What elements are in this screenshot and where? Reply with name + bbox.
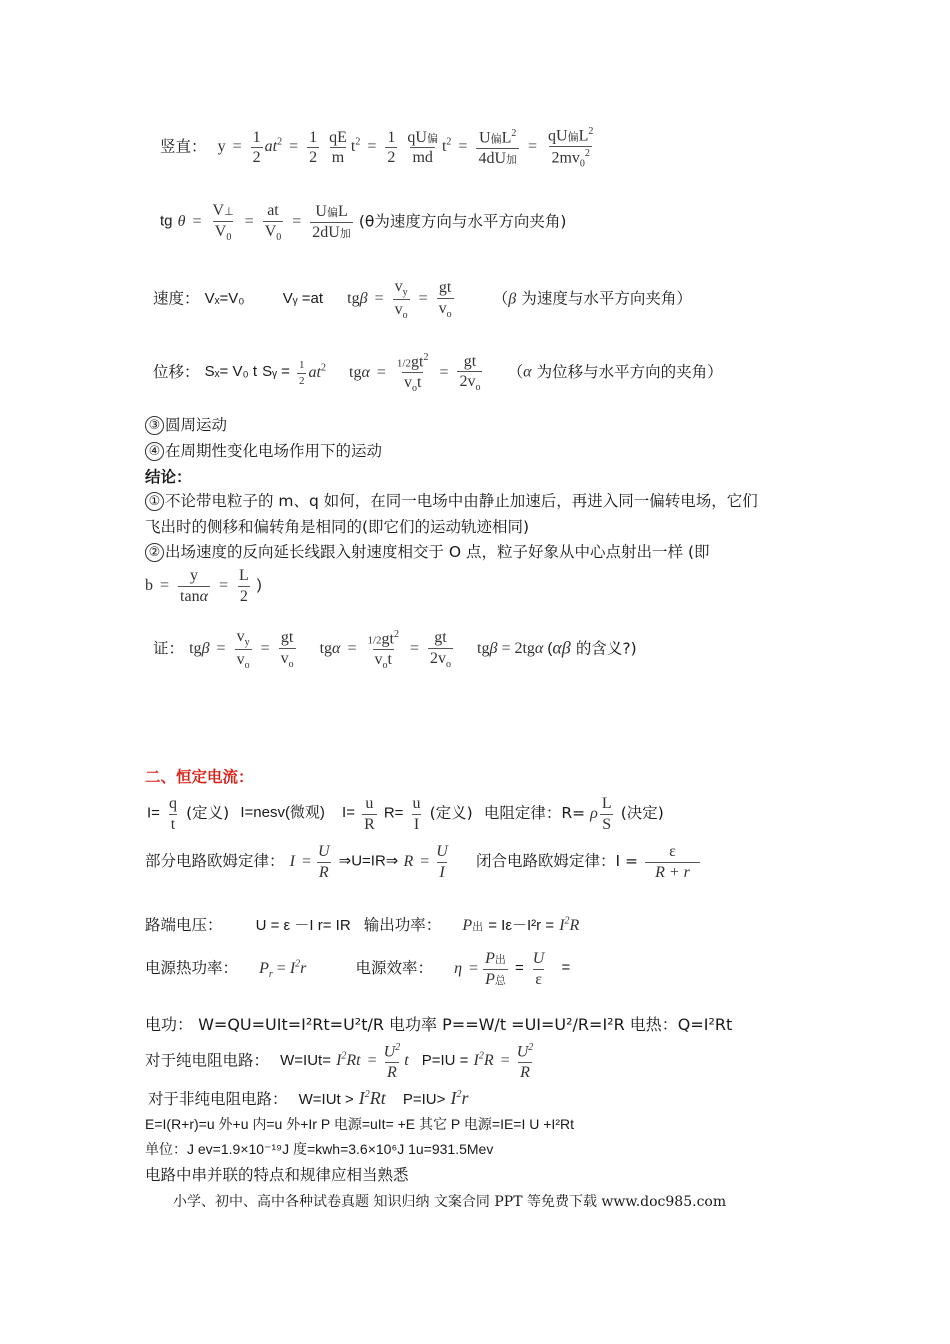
vertical-formula-row: [160, 126, 597, 169]
vertical-label: 竖直：: [160, 137, 207, 156]
micro-def: I=nesv(微观): [240, 804, 325, 822]
conclusion-1-line1: [145, 492, 758, 511]
conclusion-2-line1: [145, 543, 710, 562]
output-power-label: 输出功率：: [363, 916, 442, 934]
item-circular-text: 圆周运动: [165, 416, 228, 434]
nonpure-w: W=IUt >: [298, 1091, 354, 1108]
def-note: (定义): [186, 803, 230, 822]
tg-theta-row: [160, 202, 566, 243]
displacement-tg-alpha: tgα = $\frac{1/2gt^2}{v_ot}$ = $\frac{gt}{2v_o}$: [349, 352, 481, 395]
terminal-label: 路端电压：: [145, 916, 223, 934]
output-power-eq: = Iε－I²r =: [488, 917, 555, 934]
ohm-label: 部分电路欧姆定律：: [145, 851, 285, 870]
i-eq: I=: [342, 804, 355, 822]
displacement-row: 位移： Sₓ= V₀ t Sᵧ = $\frac{1}{2}$ $at^2$ tgα = $\frac{1/2gt^2}{v_ot}$ = $\frac{gt}{2v_o}$ （α 为位移与水平方向的夹角）: [153, 352, 723, 395]
series-parallel-note: 电路中串并联的特点和规律应相当熟悉: [145, 1166, 409, 1184]
proof-label: 证：: [153, 639, 185, 658]
num-2: ②: [145, 543, 164, 562]
current-definitions-row: I= $\frac{q}{t}$ (定义) I=nesv(微观) I= $\frac{u}{R}$ R= $\frac{u}{I}$ (定义) 电阻定律：R= ρ $\frac{L}{S}$ (决定): [147, 795, 664, 833]
item-periodic: [145, 442, 382, 461]
num-3: ③: [145, 416, 164, 435]
pure-p: P=IU =: [421, 1051, 469, 1069]
section-title: 二、恒定电流：: [145, 768, 254, 786]
velocity-note: 为速度与水平方向夹角）: [521, 289, 692, 308]
heat-row: 电源热功率： $P_r = I^2r$ 电源效率： η = $\frac{\text{P出}}{\text{P总}}$ = $\frac{U}{\varepsilon}$ =: [145, 950, 571, 988]
proof-row: 证： tgβ = $\frac{v_y}{v_o}$ = $\frac{gt}{v_o}$ tgα = $\frac{1/2gt^2}{v_ot}$ = $\frac{gt}{2v_o}$ tgβ = 2tgα (αβ 的含义?): [153, 628, 637, 672]
velocity-paren: （: [492, 289, 509, 308]
displacement-note: 为位移与水平方向的夹角）: [536, 362, 723, 381]
heat-label: 电源热功率：: [145, 958, 239, 977]
r-eq: R=: [383, 804, 404, 822]
efficiency-eq2: =: [561, 959, 571, 977]
tg-prefix: tg: [160, 212, 173, 230]
ohm-row: 部分电路欧姆定律： I = $\frac{U}{R}$ ⇒U=IR⇒ R = $\frac{U}{I}$ 闭合电路欧姆定律：I = $\frac{\varepsilon}{R + r}$: [145, 843, 702, 881]
proof-open-paren: (: [547, 639, 553, 657]
resistance-law: 电阻定律：R=: [483, 803, 586, 822]
ohm-u-ir: ⇒U=IR⇒: [338, 852, 399, 870]
velocity-vy: Vᵧ =at: [282, 289, 323, 307]
item-periodic-text: 在周期性变化电场作用下的运动: [165, 442, 383, 460]
conclusion-heading: 结论：: [145, 468, 192, 486]
terminal-eq: U = ε －I r= IR: [255, 917, 351, 934]
non-pure-resistance-row: 对于非纯电阻电路： $W=IUt > I^2Rt$ $P=IU> I^2r$: [148, 1088, 469, 1108]
num-1: ①: [145, 492, 164, 511]
proof-formulas: tgβ = $\frac{v_y}{v_o}$ = $\frac{gt}{v_o}$ tgα = $\frac{1/2gt^2}{v_ot}$ = $\frac{gt}{2v_o}$ tgβ = 2tgα: [189, 628, 544, 672]
velocity-vx: Vₓ=V₀: [204, 289, 245, 307]
displacement-sy-formula: $\frac{1}{2}$ $at^2$: [298, 359, 326, 387]
velocity-row: 速度： Vₓ=V₀ Vᵧ =at tgβ = $\frac{v_y}{v_o}$ = $\frac{gt}{v_o}$ （β 为速度与水平方向夹角）: [153, 278, 692, 322]
efficiency-eq1: =: [514, 959, 524, 977]
item-circular: [145, 416, 227, 435]
conclusion-1-text: 不论带电粒子的 m、q 如何，在同一电场中由静止加速后，再进入同一偏转电场，它们: [165, 492, 758, 510]
conclusion-2-formula: b = $\frac{y}{\tan\alpha}$ = $\frac{L}{2}$ ): [145, 567, 262, 605]
displacement-paren: （: [507, 362, 524, 381]
num-4: ④: [145, 442, 164, 461]
displacement-label: 位移：: [153, 362, 200, 381]
electric-work: 电功： W=QU=UIt=I²Rt=U²t/R 电功率 P==W/t =UI=U²/R=I²R 电热：Q=I²Rt: [145, 1015, 733, 1034]
proof-tail: 的含义?): [575, 639, 637, 658]
displacement-sy: Sᵧ =: [262, 363, 290, 381]
pure-w: W=IUt=: [280, 1051, 331, 1069]
displacement-sx: Sₓ= V₀ t: [204, 363, 258, 381]
close-paren: ): [256, 576, 262, 594]
nonpure-p: P=IU>: [402, 1091, 446, 1108]
footer: 小学、初中、高中各种试卷真题 知识归纳 文案合同 PPT 等免费下载 www.doc985.com: [173, 1194, 727, 1210]
velocity-tg-beta: tgβ = $\frac{v_y}{v_o}$ = $\frac{gt}{v_o}$: [347, 278, 452, 322]
tg-theta-note: (θ为速度方向与水平方向夹角): [358, 212, 567, 231]
nonpure-label: 对于非纯电阻电路：: [148, 1090, 288, 1108]
velocity-label: 速度：: [153, 289, 200, 308]
tg-theta-formula: θ = $\frac{V\perp}{V_0}$ = $\frac{at}{V_0}$ = $\frac{\text{U偏L}}{\text{2dU加}}$: [177, 202, 351, 243]
i-def: I=: [147, 804, 160, 822]
emf-line: E=I(R+r)=u 外+u 内=u 外+Ir P 电源=uIt= +E 其它 P 电源=IE=I U +I²Rt: [145, 1116, 574, 1132]
efficiency-label: 电源效率：: [355, 958, 433, 977]
vertical-formula: y = $\frac{1}{2}$ $at^2$ = $\frac{1}{2}$ $\frac{qE}{m}$ $t^2$ = $\frac{1}{2}$ $\frac{\text{qU偏}}{md}$ $t^2$ = $\frac{U偏L^2}{\text{4dU加}}$ = $\frac{qU偏L^2}{2mv_0^2}$: [217, 126, 594, 170]
pure-resistance-row: 对于纯电阻电路： $W=IUt= I^2Rt$ = $\frac{U^2}{R}$ t $P=IU = I^2R$ = $\frac{U^2}{R}$: [145, 1042, 534, 1081]
conclusion-2-text: 出场速度的反向延长线跟入射速度相交于 O 点，粒子好象从中心点射出一样 (即: [165, 543, 710, 561]
def-note-2: (定义): [429, 803, 473, 822]
conclusion-1-line2: 飞出时的侧移和偏转角是相同的(即它们的运动轨迹相同): [145, 518, 530, 536]
terminal-row: 路端电压： U = ε －I r= IR 输出功率： P出 = $I\varepsilon-I^2r = I^2R$: [145, 915, 580, 934]
pure-label: 对于纯电阻电路：: [145, 1051, 270, 1070]
decide-note: (决定): [620, 803, 664, 822]
closed-ohm-label: 闭合电路欧姆定律：I =: [476, 851, 639, 870]
units-line: 单位：J ev=1.9×10⁻¹⁹J 度=kwh=3.6×10⁶J 1u=931.5Mev: [145, 1141, 494, 1157]
